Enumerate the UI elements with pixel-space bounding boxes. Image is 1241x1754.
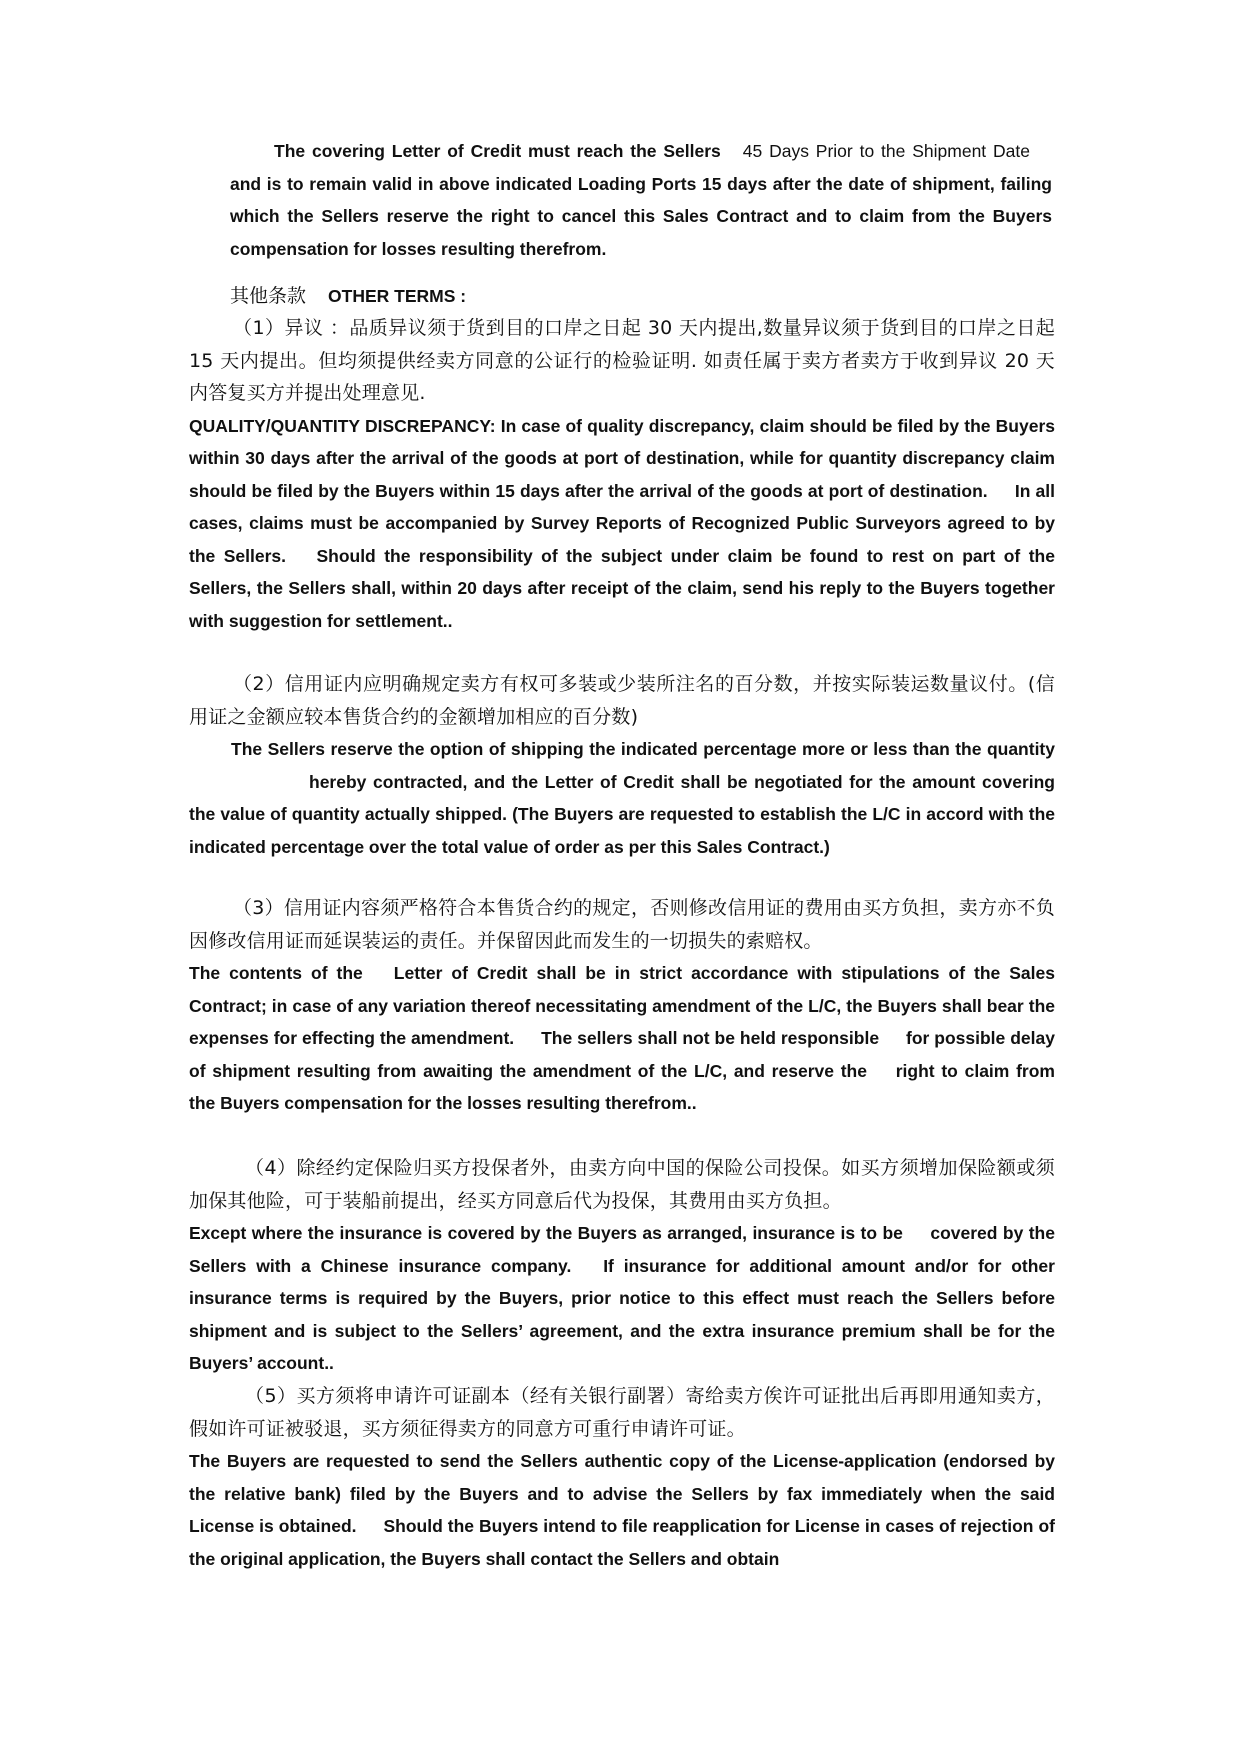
other-terms-heading [230, 280, 1052, 313]
lc-clause-paragraph [230, 135, 1052, 265]
term-2 [189, 668, 1055, 863]
other-terms-heading-block [230, 280, 1052, 313]
term-4-en [189, 1217, 1055, 1380]
term-2-zh: （2）信用证内应明确规定卖方有权可多装或少装所注名的百分数，并按实际装运数量议付。(信用证之金额应较本售货合约的金额增加相应的百分数) [189, 673, 1055, 728]
term-4-en-a: Except where the insurance is covered by the Buyers as arranged, insurance is to be [189, 1223, 903, 1243]
term-3-en [189, 957, 1055, 1120]
term-3-zh: （3）信用证内容须严格符合本售货合约的规定，否则修改信用证的费用由买方负担，卖方亦不负因修改信用证而延误装运的责任。并保留因此而发生的一切损失的索赔权。 [189, 897, 1055, 952]
term-1 [189, 312, 1055, 637]
term-2-en-a: The Sellers reserve the option of shipping the indicated percentage more or less than the quantity [231, 739, 1055, 759]
term-5-en [189, 1445, 1055, 1575]
lc-clause-date: Date [993, 141, 1030, 161]
term-2-en-b: hereby contracted, and the Letter of Credit shall be negotiated for the amount covering the value of quantity actually shipped. (The Buyers are requested to establish the L/C in accord with the indicated percentage over the total value of order as per this Sales Contract.) [189, 771, 1055, 857]
lc-clause-part1: The covering Letter of Credit must reach the Sellers [274, 141, 721, 161]
other-terms-heading-en: OTHER TERMS : [328, 286, 467, 306]
term-3-en-c: The sellers shall not be held responsible [541, 1028, 880, 1048]
lc-clause [230, 135, 1052, 265]
term-3 [189, 892, 1055, 1120]
term-1-en-c: Should the responsibility of the subject under claim be found to rest on part of the Sellers, the Sellers shall, within 20 days after receipt of the claim, send his reply to the Buyers together with suggestion for settlement.. [189, 545, 1055, 631]
term-1-en-b: In all cases, claims must be accompanied by Survey Reports of Recognized Public Surveyors agreed to by the Sellers. [189, 480, 1055, 566]
term-2-en [189, 733, 1055, 863]
lc-clause-part4: and is to remain valid in above indicated Loading Ports 15 days after the date of shipment, failing which the Sellers reserve the right to cancel this Sales Contract and to claim from the Buyers compensation for losses resulting therefrom. [230, 173, 1052, 259]
term-3-en-e: right to claim from the Buyers compensation for the losses resulting therefrom.. [189, 1060, 1055, 1113]
term-5-zh: （5）买方须将申请许可证副本（经有关银行副署）寄给卖方俟许可证批出后再即用通知卖方，假如许可证被驳退，买方须征得卖方的同意方可重行申请许可证。 [189, 1385, 1055, 1440]
term-5-en-b: Should the Buyers intend to file reapplication for License in cases of rejection of the original application, the Buyers shall contact the Sellers and obtain [189, 1516, 1055, 1569]
term-4-en-b: covered by the Sellers with a Chinese insurance company. [189, 1223, 1055, 1276]
term-5-en-a: The Buyers are requested to send the Sellers authentic copy of the License-application (endorsed by the relative bank) filed by the Buyers and to advise the Sellers by fax immediately when the said License is obtained. [189, 1451, 1055, 1536]
lc-clause-days: 45 Days Prior to the Shipment [742, 141, 987, 161]
term-4 [189, 1152, 1055, 1380]
term-1-en [189, 410, 1055, 638]
term-4-en-c: If insurance for additional amount and/or for other insurance terms is required by the Buyers, prior notice to this effect must reach the Sellers before shipment and is subject to the Sellers’ agreement, and the extra insurance premium shall be for the Buyers’ account.. [189, 1255, 1055, 1373]
term-1-zh: （1）异议 ：品质异议须于货到目的口岸之日起 30 天内提出,数量异议须于货到目的口岸之日起 15 天内提出。但均须提供经卖方同意的公证行的检验证明. 如责任属于卖方者卖方于收到异议 20 天内答复买方并提出处理意见. [189, 317, 1055, 404]
term-4-zh: （4）除经约定保险归买方投保者外，由卖方向中国的保险公司投保。如买方须增加保险额或须加保其他险，可于装船前提出，经买方同意后代为投保，其费用由买方负担。 [189, 1157, 1055, 1212]
term-3-en-d: for possible delay of shipment resulting from awaiting the amendment of the L/C, and reserve the [189, 1028, 1055, 1081]
other-terms-heading-zh: 其他条款 [230, 285, 307, 307]
term-3-en-a: The contents of the [189, 963, 363, 983]
term-3-en-b: Letter of Credit shall be in strict accordance with stipulations of the Sales Contract; in case of any variation thereof necessitating amendment of the L/C, the Buyers shall bear the expenses for effecting the amendment. [189, 963, 1055, 1048]
term-5 [189, 1380, 1055, 1575]
term-1-en-a: QUALITY/QUANTITY DISCREPANCY: In case of quality discrepancy, claim should be filed by the Buyers within 30 days after the arrival of the goods at port of destination, while for quantity discrepancy claim should be filed by the Buyers within 15 days after the arrival of the goods at port of destination. [189, 415, 1055, 501]
